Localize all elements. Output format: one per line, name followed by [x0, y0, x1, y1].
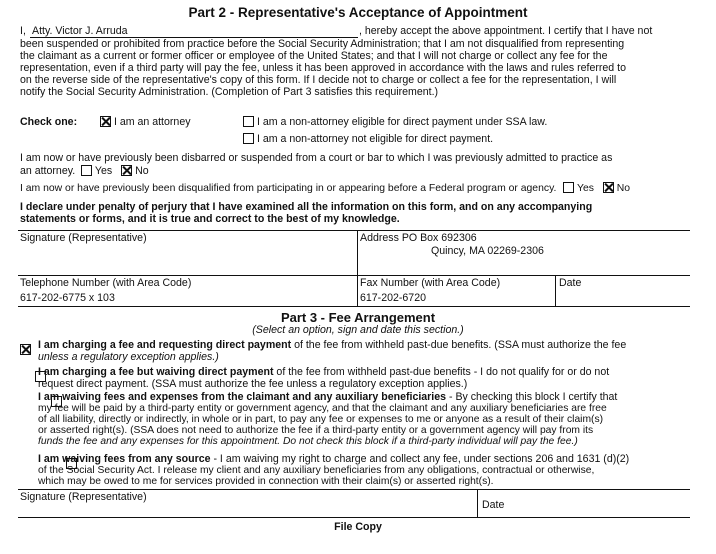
name-prefix: I,: [20, 25, 26, 37]
signature-field[interactable]: [20, 245, 354, 273]
part3-sig-bottom-rule: [18, 517, 690, 518]
part3-signature-field[interactable]: [20, 503, 472, 516]
acceptance-line5: on the reverse side of the representative's copy of this form. If I decide not to charge or collect a fee for the representation, I will: [20, 74, 617, 86]
disqualified-yes-label: Yes: [576, 183, 594, 194]
disbarred-yes-checkbox[interactable]: [81, 165, 92, 176]
fee-option3-line5: funds the fee and any expenses for this appointment. Do not check this block if a third-party individual will pay the fee.): [38, 436, 578, 447]
table-top-rule: [18, 230, 690, 231]
fee-option3-title: I am waiving fees and expenses from the claimant and any auxiliary beneficiaries: [38, 391, 447, 403]
part3-date-field[interactable]: [520, 497, 686, 513]
fee-option3-line3: of all liability, directly or indirectly, in whole or in part, to pay any fee or expenses to me or anyone as a result of their claim(s): [38, 414, 604, 425]
attorney-label: I am an attorney: [113, 116, 191, 128]
disbarred-question-line1: I am now or have previously been disbarred or suspended from a court or bar to which I was previously admitted to practice as: [20, 152, 613, 164]
fee-option3-line4: or asserted right(s). (SSA does not need to authorize the fee if a third-party entity or a government agency will pay from its: [38, 425, 594, 436]
fee-option1-line2: unless a regulatory exception applies.): [38, 351, 219, 363]
part3-subtitle: (Select an option, sign and date this section.): [252, 324, 464, 336]
acceptance-line1: , hereby accept the above appointment. I certify that I have not: [359, 25, 653, 37]
attorney-checkbox[interactable]: [100, 116, 111, 127]
part3-date-label: Date: [482, 499, 505, 511]
disqualified-yes-checkbox[interactable]: [563, 182, 574, 193]
fee-direct-payment-checkbox[interactable]: [20, 344, 31, 355]
acceptance-line3: the claimant as a current or former officer or employee of the United States; and that I will not charge or collect any fee for the: [20, 50, 608, 62]
fax-field[interactable]: 617-202-6720: [360, 292, 426, 304]
fax-label: Fax Number (with Area Code): [360, 277, 501, 289]
fee-option4-title: I am waiving fees from any source: [38, 453, 211, 465]
fee-option3-text: - By checking this block I certify that: [446, 391, 618, 403]
acceptance-line2: been suspended or prohibited from practice before the Social Security Administration; that I am not disqualified from representing: [20, 38, 625, 50]
acceptance-line4: representation, even if a third party will pay the fee, unless it has been approved in accordance with the laws and rules referred to: [20, 62, 626, 74]
fee-option3-line2: my fee will be paid by a third-party entity or government agency, and that the claimant and any auxiliary beneficiaries are free: [38, 403, 607, 414]
fee-option2-text: of the fee from withheld past-due benefits - I do not qualify for or do not: [273, 366, 610, 378]
date-label: Date: [559, 277, 582, 289]
part3-title: Part 3 - Fee Arrangement: [280, 310, 436, 325]
disqualified-no-label: No: [616, 183, 631, 194]
part3-signature-label: Signature (Representative): [20, 491, 147, 503]
fee-option4-line2: of the Social Security Act. I release my client and any auxiliary beneficiaries from any obligations, contractual or otherwise,: [38, 465, 595, 476]
disbarred-yes-label: Yes: [94, 165, 113, 177]
fee-option4-line3: which may be owed to me for services provided in connection with their claim(s) or asserted right(s).: [38, 476, 494, 487]
part2-title: Part 2 - Representative's Acceptance of Appointment: [188, 5, 528, 20]
part3-sig-top-rule: [18, 489, 690, 490]
date-field[interactable]: [559, 290, 687, 304]
declaration-line1: I declare under penalty of perjury that I have examined all the information on this form, and on any accompanying: [20, 201, 593, 213]
non-attorney-eligible-label: I am a non-attorney eligible for direct payment under SSA law.: [256, 116, 548, 128]
non-attorney-not-eligible-checkbox[interactable]: [243, 133, 254, 144]
disbarred-no-checkbox[interactable]: [121, 165, 132, 176]
fee-option2-title: I am charging a fee but waiving direct payment: [38, 366, 274, 378]
declaration-line2: statements or forms, and it is true and correct to the best of my knowledge.: [20, 213, 400, 225]
part3-sig-divider: [477, 489, 478, 518]
disbarred-question-line2: an attorney.: [20, 165, 76, 177]
acceptance-line6: notify the Social Security Administration. (Completion of Part 3 satisfies this requirement.): [20, 86, 439, 98]
representative-name-field[interactable]: Atty. Victor J. Arruda: [32, 25, 128, 37]
file-copy-footer: File Copy: [334, 521, 382, 533]
table-bottom-rule: [18, 306, 690, 307]
table-mid-rule: [18, 275, 690, 276]
disqualified-no-checkbox[interactable]: [603, 182, 614, 193]
date-divider: [555, 275, 556, 306]
check-one-label: Check one:: [20, 116, 78, 128]
fee-option4-text: - I am waiving my right to charge and collect any fee, under sections 206 and 1631 (d)(2): [210, 453, 630, 465]
non-attorney-not-eligible-label: I am a non-attorney not eligible for direct payment.: [256, 133, 494, 145]
signature-label: Signature (Representative): [20, 232, 147, 244]
phone-field[interactable]: 617-202-6775 x 103: [20, 292, 115, 304]
fee-option1-text: of the fee from withheld past-due benefits. (SSA must authorize the fee: [291, 339, 627, 351]
address-label: Address: [360, 232, 399, 244]
disqualified-question: I am now or have previously been disqualified from participating in or appearing before a Federal program or agency.: [20, 183, 557, 194]
phone-label: Telephone Number (with Area Code): [20, 277, 192, 289]
address-line2[interactable]: Quincy, MA 02269-2306: [431, 245, 544, 257]
fee-option2-line2: request direct payment. (SSA must authorize the fee unless a regulatory exception applies.): [38, 378, 468, 390]
non-attorney-eligible-checkbox[interactable]: [243, 116, 254, 127]
table-divider: [357, 230, 358, 306]
disbarred-no-label: No: [135, 165, 149, 177]
address-line1[interactable]: PO Box 692306: [401, 232, 477, 244]
fee-option1-title: I am charging a fee and requesting direct payment: [38, 339, 292, 351]
